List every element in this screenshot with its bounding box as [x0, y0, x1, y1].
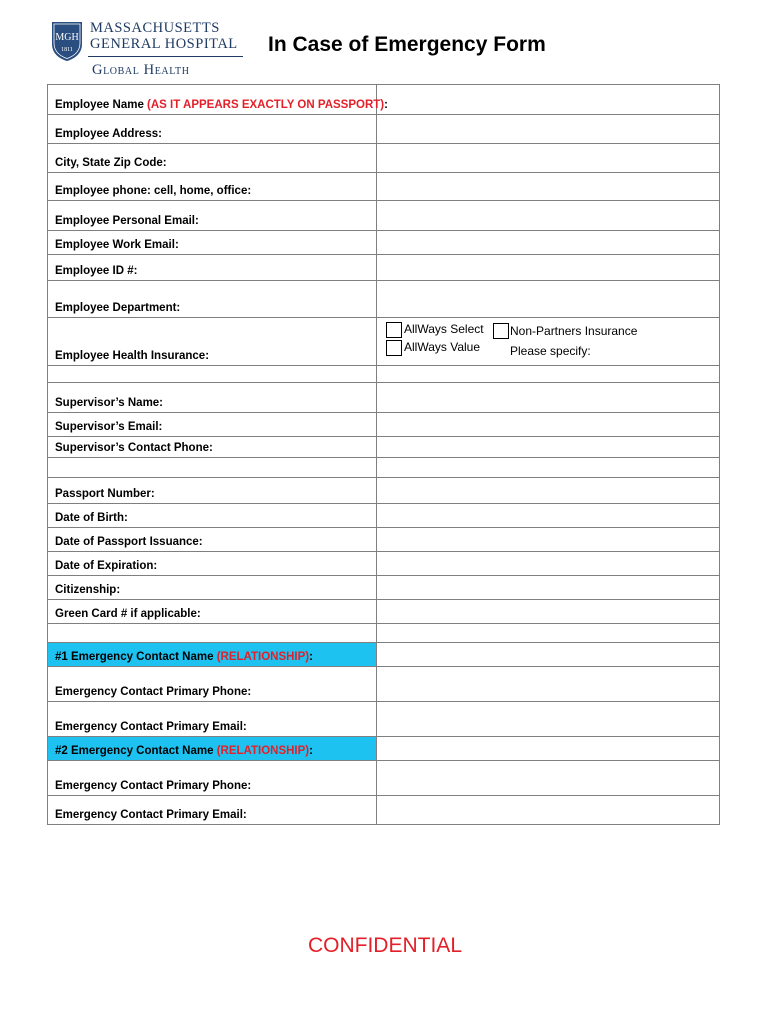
form-row — [48, 318, 720, 366]
field-label — [48, 600, 377, 624]
field-value-cell[interactable] — [377, 761, 720, 796]
logo-divider — [88, 56, 243, 57]
form-row — [48, 702, 720, 737]
label-note: (AS IT APPEARS EXACTLY ON PASSPORT) — [147, 99, 385, 111]
field-value-cell[interactable] — [377, 85, 720, 115]
field-value-cell[interactable] — [377, 437, 720, 458]
label-text: Emergency Contact Primary Phone: — [55, 686, 252, 698]
field-value-cell[interactable] — [377, 737, 720, 761]
label-suffix: : — [309, 651, 313, 663]
label-text: Date of Passport Issuance: — [55, 536, 203, 548]
logo-line-2: GENERAL HOSPITAL — [90, 36, 238, 52]
form-row — [48, 201, 720, 231]
field-label — [48, 318, 377, 366]
field-value-cell[interactable] — [377, 624, 720, 643]
emergency-form-table — [47, 84, 720, 825]
form-row — [48, 796, 720, 825]
field-label — [48, 643, 377, 667]
shield-year: 1811 — [61, 47, 73, 53]
label-text: Supervisor’s Contact Phone: — [55, 442, 213, 454]
shield-text: MGH — [55, 32, 79, 43]
field-label — [48, 383, 377, 413]
form-row — [48, 413, 720, 437]
field-label — [48, 255, 377, 281]
field-value-cell[interactable] — [377, 643, 720, 667]
form-row — [48, 737, 720, 761]
field-value-cell[interactable] — [377, 478, 720, 504]
form-row — [48, 383, 720, 413]
allways-select-checkbox[interactable] — [386, 322, 402, 338]
form-row — [48, 144, 720, 173]
field-value-cell[interactable] — [377, 281, 720, 318]
field-value-cell[interactable] — [377, 458, 720, 478]
field-value-cell[interactable] — [377, 173, 720, 201]
form-row — [48, 624, 720, 643]
label-suffix: : — [384, 99, 388, 111]
field-value-cell[interactable] — [377, 318, 720, 366]
field-label — [48, 458, 377, 478]
confidential-footer: CONFIDENTIAL — [307, 934, 462, 957]
label-text: Employee Health Insurance: — [55, 350, 210, 362]
field-label — [48, 528, 377, 552]
field-value-cell[interactable] — [377, 576, 720, 600]
mgh-shield-icon — [50, 20, 84, 62]
please-specify-label: Please specify: — [510, 344, 591, 358]
form-row — [48, 667, 720, 702]
field-value-cell[interactable] — [377, 366, 720, 383]
label-text: Employee Address: — [55, 128, 162, 140]
allways-select-label: AllWays Select — [404, 322, 484, 336]
label-text: #2 Emergency Contact Name — [55, 745, 217, 757]
field-value-cell[interactable] — [377, 667, 720, 702]
field-label — [48, 281, 377, 318]
field-value-cell[interactable] — [377, 702, 720, 737]
label-text: Employee Work Email: — [55, 239, 179, 251]
label-text: Date of Expiration: — [55, 560, 158, 572]
form-row — [48, 528, 720, 552]
field-label — [48, 552, 377, 576]
field-value-cell[interactable] — [377, 552, 720, 576]
label-text: Employee phone: cell, home, office: — [55, 185, 252, 197]
field-label — [48, 144, 377, 173]
form-row — [48, 478, 720, 504]
field-label — [48, 437, 377, 458]
label-text: Supervisor’s Email: — [55, 421, 163, 433]
field-label — [48, 761, 377, 796]
field-value-cell[interactable] — [377, 115, 720, 144]
form-row — [48, 600, 720, 624]
field-value-cell[interactable] — [377, 413, 720, 437]
form-row — [48, 231, 720, 255]
logo-line-3: Global Health — [92, 62, 190, 78]
field-label — [48, 796, 377, 825]
allways-value-checkbox[interactable] — [386, 340, 402, 356]
form-row — [48, 173, 720, 201]
field-label — [48, 504, 377, 528]
label-text: Emergency Contact Primary Phone: — [55, 780, 252, 792]
field-label — [48, 173, 377, 201]
field-label — [48, 737, 377, 761]
form-row — [48, 85, 720, 115]
field-label — [48, 201, 377, 231]
field-label — [48, 115, 377, 144]
label-text: Citizenship: — [55, 584, 121, 596]
label-suffix: : — [309, 745, 313, 757]
field-label — [48, 366, 377, 383]
label-note: (RELATIONSHIP) — [216, 745, 310, 757]
field-value-cell[interactable] — [377, 504, 720, 528]
field-value-cell[interactable] — [377, 144, 720, 173]
label-text: Emergency Contact Primary Email: — [55, 721, 247, 733]
field-value-cell[interactable] — [377, 600, 720, 624]
label-text: Employee Department: — [55, 302, 181, 314]
label-text: Emergency Contact Primary Email: — [55, 809, 247, 821]
field-value-cell[interactable] — [377, 528, 720, 552]
form-row — [48, 437, 720, 458]
form-row — [48, 366, 720, 383]
label-text: Passport Number: — [55, 488, 155, 500]
mgh-global-health-logo — [50, 18, 250, 80]
field-value-cell[interactable] — [377, 201, 720, 231]
field-label — [48, 413, 377, 437]
insurance-options — [377, 318, 719, 364]
field-label — [48, 576, 377, 600]
form-title: In Case of Emergency Form — [268, 33, 546, 56]
form-row — [48, 504, 720, 528]
field-label — [48, 667, 377, 702]
field-label — [48, 702, 377, 737]
page-header — [0, 0, 770, 84]
field-value-cell[interactable] — [377, 796, 720, 825]
field-label — [48, 85, 388, 115]
form-row — [48, 761, 720, 796]
label-text: Employee ID #: — [55, 265, 138, 277]
field-label — [48, 624, 377, 643]
field-value-cell[interactable] — [377, 383, 720, 413]
allways-value-label: AllWays Value — [404, 340, 481, 354]
label-text: Green Card # if applicable: — [55, 608, 201, 620]
form-row — [48, 458, 720, 478]
field-value-cell[interactable] — [377, 255, 720, 281]
label-note: (RELATIONSHIP) — [216, 651, 310, 663]
label-text: Employee Name — [55, 99, 148, 111]
label-text: Date of Birth: — [55, 512, 128, 524]
form-row — [48, 255, 720, 281]
logo-line-1: MASSACHUSETTS — [90, 20, 220, 36]
field-value-cell[interactable] — [377, 231, 720, 255]
label-text: Employee Personal Email: — [55, 215, 199, 227]
label-text: #1 Emergency Contact Name — [55, 651, 217, 663]
non-partners-label: Non-Partners Insurance — [510, 324, 638, 338]
form-row — [48, 643, 720, 667]
field-label — [48, 478, 377, 504]
form-row — [48, 115, 720, 144]
form-row — [48, 281, 720, 318]
form-row — [48, 552, 720, 576]
label-text: City, State Zip Code: — [55, 157, 167, 169]
label-text: Supervisor’s Name: — [55, 397, 164, 409]
non-partners-checkbox[interactable] — [493, 323, 509, 339]
form-row — [48, 576, 720, 600]
field-label — [48, 231, 377, 255]
